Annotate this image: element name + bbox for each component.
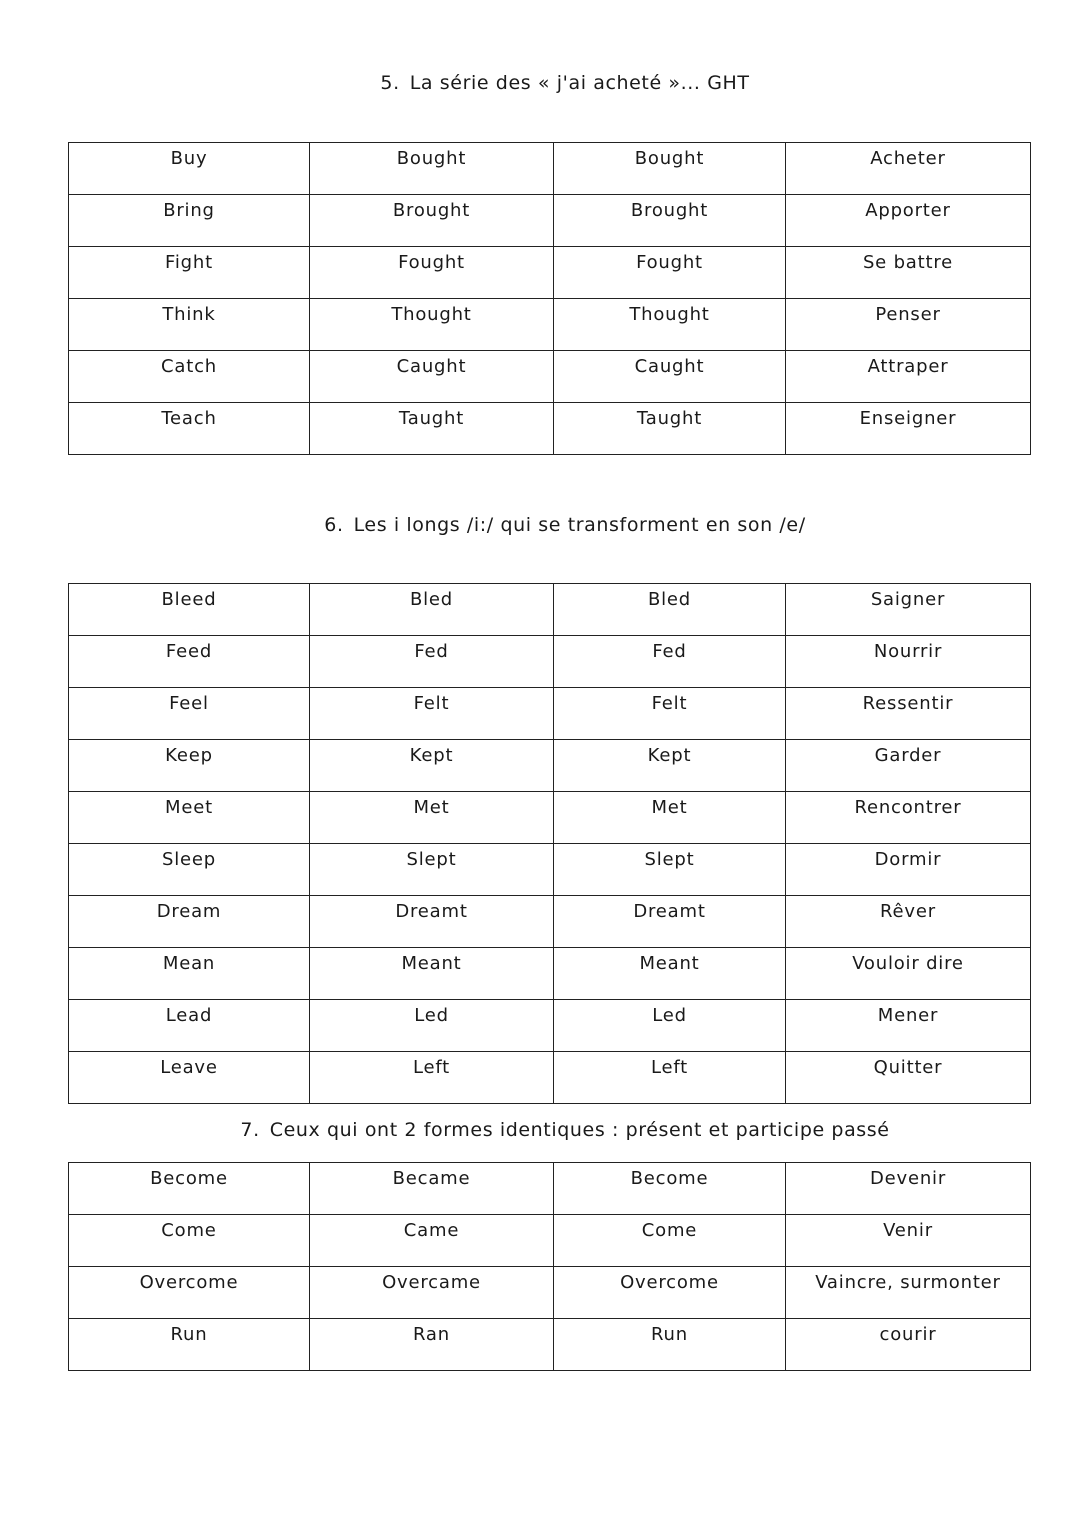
cell-base-form: Mean xyxy=(69,948,310,1000)
cell-base-form: Dream xyxy=(69,896,310,948)
cell-french-translation: Apporter xyxy=(786,195,1031,247)
cell-french-translation: Rencontrer xyxy=(786,792,1031,844)
table-row xyxy=(69,299,1031,351)
cell-past-simple: Bought xyxy=(310,143,554,195)
cell-french-translation: Vaincre, surmonter xyxy=(786,1267,1031,1319)
table-row xyxy=(69,844,1031,896)
cell-past-participle: Become xyxy=(554,1163,786,1215)
cell-past-simple: Felt xyxy=(310,688,554,740)
cell-past-simple: Caught xyxy=(310,351,554,403)
cell-base-form: Feel xyxy=(69,688,310,740)
cell-french-translation: Acheter xyxy=(786,143,1031,195)
cell-french-translation: Garder xyxy=(786,740,1031,792)
section-7-verb-table xyxy=(68,1162,1031,1371)
cell-french-translation: Enseigner xyxy=(786,403,1031,455)
cell-base-form: Buy xyxy=(69,143,310,195)
section-number: 6. xyxy=(324,514,344,536)
table-row xyxy=(69,403,1031,455)
cell-past-simple: Slept xyxy=(310,844,554,896)
cell-french-translation: Rêver xyxy=(786,896,1031,948)
cell-french-translation: Dormir xyxy=(786,844,1031,896)
cell-past-participle: Fought xyxy=(554,247,786,299)
cell-past-simple: Bled xyxy=(310,584,554,636)
cell-french-translation: Se battre xyxy=(786,247,1031,299)
table-row xyxy=(69,792,1031,844)
cell-past-simple: Fed xyxy=(310,636,554,688)
table-row xyxy=(69,1319,1031,1371)
cell-past-simple: Met xyxy=(310,792,554,844)
cell-past-simple: Led xyxy=(310,1000,554,1052)
table-row xyxy=(69,584,1031,636)
cell-french-translation: Devenir xyxy=(786,1163,1031,1215)
cell-past-simple: Thought xyxy=(310,299,554,351)
table-row xyxy=(69,247,1031,299)
cell-base-form: Fight xyxy=(69,247,310,299)
cell-past-participle: Kept xyxy=(554,740,786,792)
table-row xyxy=(69,351,1031,403)
section-6-verb-table xyxy=(68,583,1031,1104)
cell-base-form: Think xyxy=(69,299,310,351)
cell-french-translation: Penser xyxy=(786,299,1031,351)
section-5-verb-table xyxy=(68,142,1031,455)
table-row xyxy=(69,948,1031,1000)
table-row xyxy=(69,896,1031,948)
cell-french-translation: Attraper xyxy=(786,351,1031,403)
cell-french-translation: courir xyxy=(786,1319,1031,1371)
section-number: 5. xyxy=(380,72,400,94)
cell-past-simple: Kept xyxy=(310,740,554,792)
table-row xyxy=(69,195,1031,247)
cell-past-participle: Bled xyxy=(554,584,786,636)
cell-base-form: Bring xyxy=(69,195,310,247)
cell-base-form: Keep xyxy=(69,740,310,792)
cell-base-form: Leave xyxy=(69,1052,310,1104)
section-6-heading xyxy=(0,514,1080,536)
table-row xyxy=(69,1000,1031,1052)
cell-past-simple: Came xyxy=(310,1215,554,1267)
cell-french-translation: Quitter xyxy=(786,1052,1031,1104)
cell-past-participle: Slept xyxy=(554,844,786,896)
table-row xyxy=(69,1267,1031,1319)
cell-past-simple: Became xyxy=(310,1163,554,1215)
section-5-heading xyxy=(0,72,1080,94)
cell-past-participle: Thought xyxy=(554,299,786,351)
cell-past-simple: Ran xyxy=(310,1319,554,1371)
cell-french-translation: Venir xyxy=(786,1215,1031,1267)
section-number: 7. xyxy=(240,1119,260,1141)
cell-past-participle: Met xyxy=(554,792,786,844)
table-row xyxy=(69,1052,1031,1104)
cell-past-participle: Meant xyxy=(554,948,786,1000)
cell-past-simple: Meant xyxy=(310,948,554,1000)
cell-past-simple: Taught xyxy=(310,403,554,455)
cell-past-simple: Left xyxy=(310,1052,554,1104)
table-row xyxy=(69,636,1031,688)
cell-french-translation: Saigner xyxy=(786,584,1031,636)
section-title: Les i longs /i:/ qui se transforment en son /e/ xyxy=(353,514,806,536)
cell-past-simple: Fought xyxy=(310,247,554,299)
cell-past-participle: Left xyxy=(554,1052,786,1104)
cell-french-translation: Mener xyxy=(786,1000,1031,1052)
cell-base-form: Lead xyxy=(69,1000,310,1052)
cell-base-form: Become xyxy=(69,1163,310,1215)
cell-french-translation: Ressentir xyxy=(786,688,1031,740)
cell-base-form: Feed xyxy=(69,636,310,688)
cell-past-participle: Bought xyxy=(554,143,786,195)
cell-french-translation: Nourrir xyxy=(786,636,1031,688)
cell-past-participle: Come xyxy=(554,1215,786,1267)
cell-french-translation: Vouloir dire xyxy=(786,948,1031,1000)
cell-past-participle: Taught xyxy=(554,403,786,455)
cell-base-form: Sleep xyxy=(69,844,310,896)
cell-base-form: Come xyxy=(69,1215,310,1267)
cell-base-form: Teach xyxy=(69,403,310,455)
cell-base-form: Meet xyxy=(69,792,310,844)
section-title: Ceux qui ont 2 formes identiques : présent et participe passé xyxy=(269,1119,890,1141)
cell-past-simple: Brought xyxy=(310,195,554,247)
cell-past-participle: Overcome xyxy=(554,1267,786,1319)
cell-base-form: Overcome xyxy=(69,1267,310,1319)
table-row xyxy=(69,143,1031,195)
table-row xyxy=(69,1163,1031,1215)
cell-past-participle: Led xyxy=(554,1000,786,1052)
cell-past-participle: Run xyxy=(554,1319,786,1371)
cell-past-participle: Caught xyxy=(554,351,786,403)
cell-past-participle: Brought xyxy=(554,195,786,247)
cell-past-participle: Dreamt xyxy=(554,896,786,948)
cell-past-simple: Overcame xyxy=(310,1267,554,1319)
section-title: La série des « j'ai acheté »... GHT xyxy=(409,72,750,94)
table-row xyxy=(69,1215,1031,1267)
cell-past-participle: Fed xyxy=(554,636,786,688)
cell-past-participle: Felt xyxy=(554,688,786,740)
table-row xyxy=(69,740,1031,792)
table-row xyxy=(69,688,1031,740)
section-7-heading xyxy=(0,1119,1080,1141)
cell-base-form: Catch xyxy=(69,351,310,403)
cell-base-form: Run xyxy=(69,1319,310,1371)
cell-base-form: Bleed xyxy=(69,584,310,636)
cell-past-simple: Dreamt xyxy=(310,896,554,948)
